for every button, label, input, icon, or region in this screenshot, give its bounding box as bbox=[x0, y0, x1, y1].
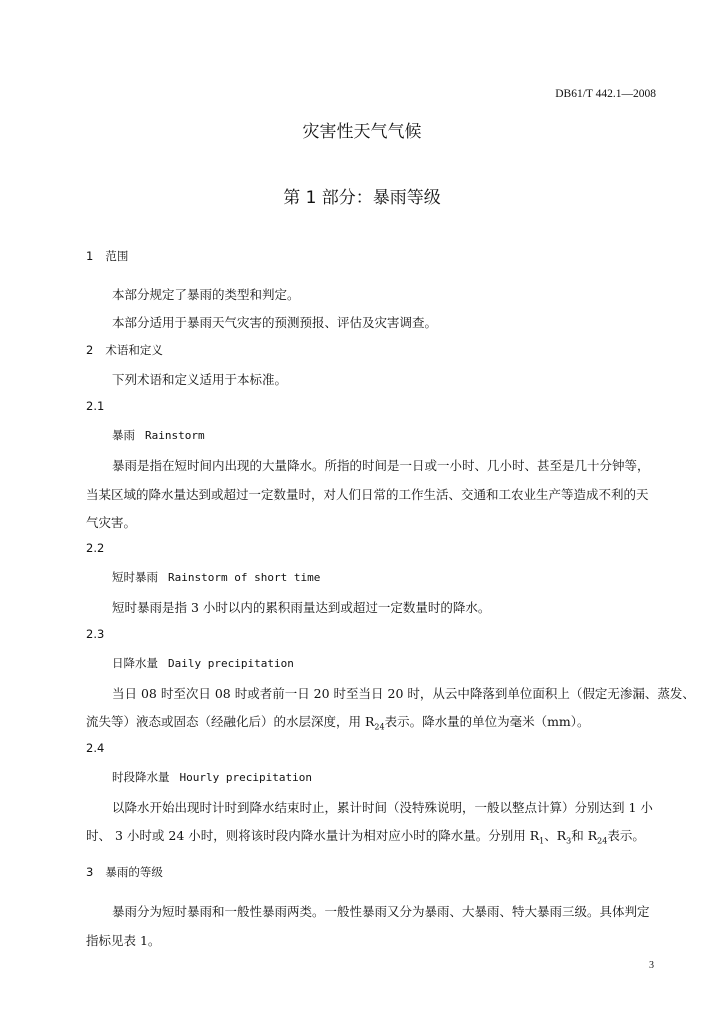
paragraph-line: 指标见表 1。 bbox=[86, 933, 161, 948]
section-number: 1 bbox=[86, 249, 94, 263]
standard-number: DB61/T 442.1—2008 bbox=[555, 88, 656, 100]
term-zh: 暴雨 bbox=[112, 428, 135, 442]
term-en: Hourly precipitation bbox=[179, 771, 312, 784]
section-title: 暴雨的等级 bbox=[105, 865, 163, 879]
clause-number: 2.4 bbox=[86, 741, 105, 755]
paragraph: 下列术语和定义适用于本标准。 bbox=[112, 372, 288, 387]
term-en: Rainstorm of short time bbox=[168, 571, 321, 584]
paragraph-line: 暴雨分为短时暴雨和一般性暴雨两类。一般性暴雨又分为暴雨、大暴雨、特大暴雨三级。具体判定 bbox=[112, 904, 650, 919]
paragraph-line: 短时暴雨是指 3 小时以内的累积雨量达到或超过一定数量时的降水。 bbox=[112, 600, 491, 615]
paragraph-line: 流失等）液态或固态（经融化后）的水层深度，用 $R_{24}$表示。降水量的单位为毫米（mm）。 bbox=[86, 714, 590, 732]
paragraph-line: 气灾害。 bbox=[86, 515, 137, 530]
term-heading bbox=[112, 655, 294, 671]
paragraph-line: 时、 3 小时或 24 小时，则将该时段内降水量计为相对应小时的降水量。分别用 $R_1$、$R_3$和 $R_{24}$表示。 bbox=[86, 828, 645, 846]
term-heading bbox=[112, 427, 205, 443]
page-number: 3 bbox=[649, 960, 654, 971]
section-1-heading bbox=[86, 248, 128, 264]
term-heading bbox=[112, 769, 312, 785]
paragraph-line: 暴雨是指在短时间内出现的大量降水。所指的时间是一日或一小时、几小时、甚至是几十分钟等， bbox=[112, 458, 650, 473]
paragraph: 本部分规定了暴雨的类型和判定。 bbox=[112, 287, 300, 302]
section-title: 范围 bbox=[105, 249, 129, 263]
section-number: 2 bbox=[86, 343, 94, 357]
section-2-heading bbox=[86, 342, 163, 358]
term-zh: 时段降水量 bbox=[112, 770, 170, 784]
document-title: 灾害性天气气候 bbox=[302, 122, 422, 142]
term-en: Rainstorm bbox=[145, 429, 205, 442]
clause-number: 2.3 bbox=[86, 627, 105, 641]
section-number: 3 bbox=[86, 865, 94, 879]
clause-number: 2.1 bbox=[86, 399, 105, 413]
term-en: Daily precipitation bbox=[168, 657, 294, 670]
part-title: 第 1 部分：暴雨等级 bbox=[283, 188, 441, 208]
term-heading bbox=[112, 569, 320, 585]
section-3-heading bbox=[86, 864, 163, 880]
paragraph-line: 以降水开始出现时计时到降水结束时止，累计时间（没特殊说明，一般以整点计算）分别达到 1 小 bbox=[112, 800, 653, 815]
paragraph: 本部分适用于暴雨天气灾害的预测预报、评估及灾害调查。 bbox=[112, 315, 438, 330]
clause-number: 2.2 bbox=[86, 541, 105, 555]
section-title: 术语和定义 bbox=[105, 343, 163, 357]
term-zh: 短时暴雨 bbox=[112, 570, 158, 584]
paragraph-line: 当日 08 时至次日 08 时或者前一日 20 时至当日 20 时，从云中降落到单位面积上（假定无渗漏、蒸发、 bbox=[112, 686, 695, 701]
term-zh: 日降水量 bbox=[112, 656, 158, 670]
paragraph-line: 当某区域的降水量达到或超过一定数量时，对人们日常的工作生活、交通和工农业生产等造成不利的天 bbox=[86, 487, 649, 502]
